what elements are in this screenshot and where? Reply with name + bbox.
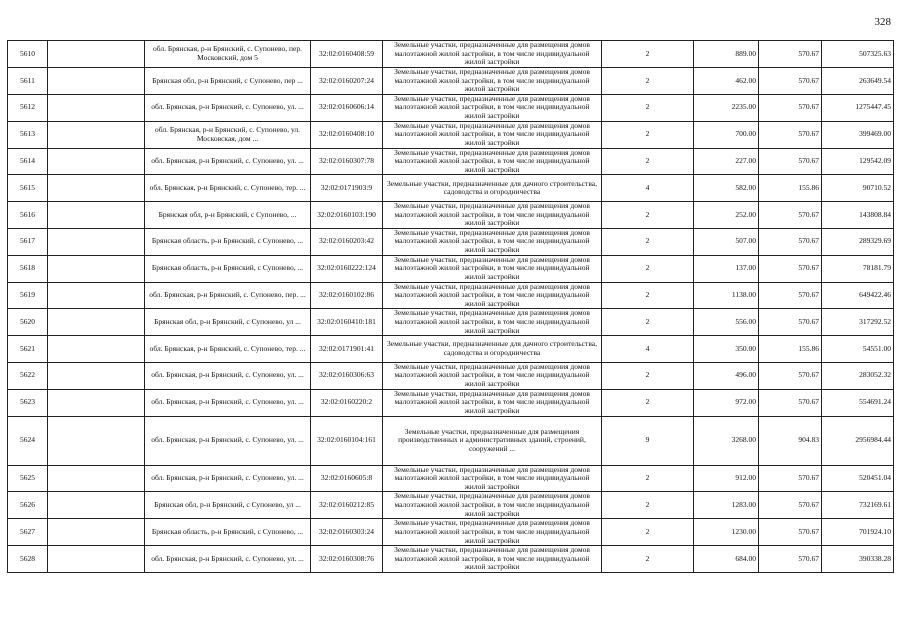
cell-spacer <box>48 389 145 416</box>
cell-area: 227.00 <box>694 148 759 175</box>
table-row <box>8 416 894 465</box>
cell-land-use: Земельные участки, предназначенные для дачного строительства, садоводства и огородничества <box>383 336 602 363</box>
cell-cadastral-number: 32:02:0160307:78 <box>311 148 383 175</box>
table-row <box>8 175 894 202</box>
cell-category: 2 <box>602 201 694 228</box>
cell-address: Брянская область, р-н Брянский, с Супонево, ... <box>145 255 311 282</box>
table-row <box>8 201 894 228</box>
cell-area: 684.00 <box>694 546 759 573</box>
cell-area: 1230.00 <box>694 519 759 546</box>
cell-cadastral-value: 289329.69 <box>822 228 894 255</box>
cell-rate: 570.67 <box>759 362 822 389</box>
cell-cadastral-number: 32:02:0160207:24 <box>311 67 383 94</box>
table-row <box>8 546 894 573</box>
cell-cadastral-value: 283052.32 <box>822 362 894 389</box>
cell-land-use: Земельные участки, предназначенные для размещения домов малоэтажной жилой застройки, в том числе индивидуальной жилой застройки <box>383 67 602 94</box>
cell-land-use: Земельные участки, предназначенные для размещения производственных и административных зданий, строений, сооружений ... <box>383 416 602 465</box>
cell-rate: 570.67 <box>759 282 822 309</box>
cell-spacer <box>48 41 145 68</box>
cell-category: 2 <box>602 121 694 148</box>
cell-cadastral-number: 32:02:0171901:41 <box>311 336 383 363</box>
cell-land-use: Земельные участки, предназначенные для размещения домов малоэтажной жилой застройки, в том числе индивидуальной жилой застройки <box>383 492 602 519</box>
cell-area: 1138.00 <box>694 282 759 309</box>
cell-spacer <box>48 519 145 546</box>
cell-record-id: 5618 <box>8 255 48 282</box>
cell-cadastral-value: 143808.84 <box>822 201 894 228</box>
cell-rate: 570.67 <box>759 67 822 94</box>
cell-rate: 570.67 <box>759 492 822 519</box>
cell-land-use: Земельные участки, предназначенные для размещения домов малоэтажной жилой застройки, в том числе индивидуальной жилой застройки <box>383 228 602 255</box>
cell-cadastral-value: 78181.79 <box>822 255 894 282</box>
cell-area: 700.00 <box>694 121 759 148</box>
cell-cadastral-number: 32:02:0160212:85 <box>311 492 383 519</box>
cell-area: 3268.00 <box>694 416 759 465</box>
cell-cadastral-number: 32:02:0160606:14 <box>311 94 383 121</box>
cell-address: обл. Брянская, р-н Брянский, с. Супонево, ул. ... <box>145 416 311 465</box>
cell-land-use: Земельные участки, предназначенные для размещения домов малоэтажной жилой застройки, в том числе индивидуальной жилой застройки <box>383 465 602 492</box>
cell-record-id: 5610 <box>8 41 48 68</box>
cell-cadastral-value: 129542.09 <box>822 148 894 175</box>
cell-spacer <box>48 309 145 336</box>
cell-land-use: Земельные участки, предназначенные для размещения домов малоэтажной жилой застройки, в том числе индивидуальной жилой застройки <box>383 282 602 309</box>
cell-record-id: 5620 <box>8 309 48 336</box>
cell-land-use: Земельные участки, предназначенные для размещения домов малоэтажной жилой застройки, в том числе индивидуальной жилой застройки <box>383 201 602 228</box>
cell-category: 2 <box>602 465 694 492</box>
table-row <box>8 94 894 121</box>
cell-record-id: 5626 <box>8 492 48 519</box>
cell-cadastral-value: 554691.24 <box>822 389 894 416</box>
cell-address: обл. Брянская, р-н Брянский, с. Супонево, ул. ... <box>145 465 311 492</box>
cell-land-use: Земельные участки, предназначенные для размещения домов малоэтажной жилой застройки, в том числе индивидуальной жилой застройки <box>383 389 602 416</box>
cell-address: Брянская обл, р-н Брянский, с Супонево, ул ... <box>145 309 311 336</box>
cell-cadastral-number: 32:02:0160303:24 <box>311 519 383 546</box>
cell-category: 2 <box>602 362 694 389</box>
cell-rate: 570.67 <box>759 94 822 121</box>
cell-record-id: 5625 <box>8 465 48 492</box>
cell-record-id: 5617 <box>8 228 48 255</box>
cell-rate: 155.86 <box>759 336 822 363</box>
cell-category: 2 <box>602 546 694 573</box>
cell-category: 2 <box>602 309 694 336</box>
table-row <box>8 492 894 519</box>
cell-area: 496.00 <box>694 362 759 389</box>
cell-address: обл. Брянская, р-н Брянский, с. Супонево, тер. ... <box>145 175 311 202</box>
cell-area: 507.00 <box>694 228 759 255</box>
table-row <box>8 465 894 492</box>
cell-area: 350.00 <box>694 336 759 363</box>
table-row <box>8 255 894 282</box>
cell-area: 137.00 <box>694 255 759 282</box>
cell-cadastral-number: 32:02:0160102:86 <box>311 282 383 309</box>
cell-area: 556.00 <box>694 309 759 336</box>
cell-record-id: 5616 <box>8 201 48 228</box>
cell-land-use: Земельные участки, предназначенные для размещения домов малоэтажной жилой застройки, в том числе индивидуальной жилой застройки <box>383 546 602 573</box>
cell-spacer <box>48 546 145 573</box>
cell-cadastral-value: 390338.28 <box>822 546 894 573</box>
cell-spacer <box>48 201 145 228</box>
cell-cadastral-number: 32:02:0160410:181 <box>311 309 383 336</box>
cell-spacer <box>48 416 145 465</box>
cell-land-use: Земельные участки, предназначенные для размещения домов малоэтажной жилой застройки, в том числе индивидуальной жилой застройки <box>383 41 602 68</box>
cell-address: Брянская обл, р-н Брянский, с Супонево, ... <box>145 201 311 228</box>
cell-rate: 570.67 <box>759 519 822 546</box>
cell-rate: 570.67 <box>759 121 822 148</box>
cell-land-use: Земельные участки, предназначенные для размещения домов малоэтажной жилой застройки, в том числе индивидуальной жилой застройки <box>383 255 602 282</box>
cell-spacer <box>48 255 145 282</box>
table-row <box>8 67 894 94</box>
cell-address: Брянская область, р-н Брянский, с Супонево, ... <box>145 228 311 255</box>
table-row <box>8 519 894 546</box>
cell-address: обл. Брянская, р-н Брянский, с. Супонево, ул. ... <box>145 389 311 416</box>
cell-cadastral-value: 1275447.45 <box>822 94 894 121</box>
cell-cadastral-value: 507325.63 <box>822 41 894 68</box>
cell-record-id: 5628 <box>8 546 48 573</box>
cell-cadastral-value: 701924.10 <box>822 519 894 546</box>
cell-area: 972.00 <box>694 389 759 416</box>
cell-cadastral-value: 54551.00 <box>822 336 894 363</box>
cell-cadastral-value: 649422.46 <box>822 282 894 309</box>
cell-category: 2 <box>602 228 694 255</box>
cell-record-id: 5612 <box>8 94 48 121</box>
cell-address: Брянская обл, р-н Брянский, с Супонево, ул ... <box>145 492 311 519</box>
cell-rate: 570.67 <box>759 255 822 282</box>
cell-cadastral-number: 32:02:0160408:59 <box>311 41 383 68</box>
land-register-table <box>7 40 894 573</box>
cell-rate: 570.67 <box>759 201 822 228</box>
cell-category: 2 <box>602 94 694 121</box>
table-row <box>8 362 894 389</box>
cell-area: 2235.00 <box>694 94 759 121</box>
cell-record-id: 5619 <box>8 282 48 309</box>
cell-record-id: 5622 <box>8 362 48 389</box>
cell-land-use: Земельные участки, предназначенные для размещения домов малоэтажной жилой застройки, в том числе индивидуальной жилой застройки <box>383 148 602 175</box>
table-row <box>8 121 894 148</box>
cell-spacer <box>48 362 145 389</box>
cell-address: обл. Брянская, р-н Брянский, с. Супонево, ул. Московская, дом ... <box>145 121 311 148</box>
cell-area: 252.00 <box>694 201 759 228</box>
table-row <box>8 389 894 416</box>
cell-rate: 570.67 <box>759 228 822 255</box>
cell-cadastral-number: 32:02:0160605:8 <box>311 465 383 492</box>
cell-address: обл. Брянская, р-н Брянский, с. Супонево, ул. ... <box>145 148 311 175</box>
table-row <box>8 336 894 363</box>
cell-record-id: 5627 <box>8 519 48 546</box>
cell-area: 912.00 <box>694 465 759 492</box>
cell-spacer <box>48 94 145 121</box>
cell-cadastral-value: 90710.52 <box>822 175 894 202</box>
table-row <box>8 41 894 68</box>
cell-category: 4 <box>602 175 694 202</box>
cell-record-id: 5614 <box>8 148 48 175</box>
cell-address: обл. Брянская, р-н Брянский, с. Супонево, ул. ... <box>145 362 311 389</box>
cell-address: обл. Брянская, р-н Брянский, с. Супонево, пер. Московский, дом 5 <box>145 41 311 68</box>
cell-rate: 570.67 <box>759 309 822 336</box>
cell-spacer <box>48 121 145 148</box>
cell-cadastral-value: 399469.00 <box>822 121 894 148</box>
cell-category: 2 <box>602 389 694 416</box>
cell-category: 2 <box>602 492 694 519</box>
table-row <box>8 148 894 175</box>
page-number: 328 <box>874 16 891 28</box>
cell-category: 2 <box>602 41 694 68</box>
cell-area: 582.00 <box>694 175 759 202</box>
cell-land-use: Земельные участки, предназначенные для размещения домов малоэтажной жилой застройки, в том числе индивидуальной жилой застройки <box>383 94 602 121</box>
cell-category: 2 <box>602 67 694 94</box>
cell-address: обл. Брянская, р-н Брянский, с. Супонево, пер. ... <box>145 282 311 309</box>
cell-category: 4 <box>602 336 694 363</box>
cell-cadastral-number: 32:02:0160104:161 <box>311 416 383 465</box>
cell-cadastral-number: 32:02:0160408:10 <box>311 121 383 148</box>
cell-cadastral-number: 32:02:0160308:76 <box>311 546 383 573</box>
cell-address: обл. Брянская, р-н Брянский, с. Супонево, ул. ... <box>145 94 311 121</box>
table-row <box>8 228 894 255</box>
cell-spacer <box>48 228 145 255</box>
cell-land-use: Земельные участки, предназначенные для размещения домов малоэтажной жилой застройки, в том числе индивидуальной жилой застройки <box>383 121 602 148</box>
cell-category: 2 <box>602 255 694 282</box>
cell-cadastral-number: 32:02:0171903:9 <box>311 175 383 202</box>
cell-category: 2 <box>602 519 694 546</box>
cell-area: 889.00 <box>694 41 759 68</box>
cell-category: 2 <box>602 148 694 175</box>
cell-spacer <box>48 175 145 202</box>
cell-record-id: 5615 <box>8 175 48 202</box>
cell-address: Брянская область, р-н Брянский, с Супонево, ... <box>145 519 311 546</box>
cell-area: 1283.00 <box>694 492 759 519</box>
cell-land-use: Земельные участки, предназначенные для размещения домов малоэтажной жилой застройки, в том числе индивидуальной жилой застройки <box>383 309 602 336</box>
cell-spacer <box>48 282 145 309</box>
cell-rate: 570.67 <box>759 389 822 416</box>
cell-rate: 155.86 <box>759 175 822 202</box>
cell-cadastral-value: 2956984.44 <box>822 416 894 465</box>
cell-address: обл. Брянская, р-н Брянский, с. Супонево, тер. ... <box>145 336 311 363</box>
cell-cadastral-number: 32:02:0160222:124 <box>311 255 383 282</box>
cell-spacer <box>48 67 145 94</box>
cell-cadastral-number: 32:02:0160203:42 <box>311 228 383 255</box>
cell-cadastral-value: 732169.61 <box>822 492 894 519</box>
cell-spacer <box>48 465 145 492</box>
cell-record-id: 5623 <box>8 389 48 416</box>
cell-cadastral-value: 520451.04 <box>822 465 894 492</box>
cell-cadastral-value: 317292.52 <box>822 309 894 336</box>
cell-cadastral-value: 263649.54 <box>822 67 894 94</box>
cell-spacer <box>48 336 145 363</box>
cell-record-id: 5611 <box>8 67 48 94</box>
cell-category: 2 <box>602 282 694 309</box>
cell-address: Брянская обл, р-н Брянский, с Супонево, пер ... <box>145 67 311 94</box>
cell-rate: 904.83 <box>759 416 822 465</box>
cell-land-use: Земельные участки, предназначенные для размещения домов малоэтажной жилой застройки, в том числе индивидуальной жилой застройки <box>383 362 602 389</box>
table-row <box>8 282 894 309</box>
cell-land-use: Земельные участки, предназначенные для размещения домов малоэтажной жилой застройки, в том числе индивидуальной жилой застройки <box>383 519 602 546</box>
cell-rate: 570.67 <box>759 41 822 68</box>
table-row <box>8 309 894 336</box>
cell-rate: 570.67 <box>759 148 822 175</box>
cell-land-use: Земельные участки, предназначенные для дачного строительства, садоводства и огородничества <box>383 175 602 202</box>
cell-rate: 570.67 <box>759 546 822 573</box>
cell-record-id: 5624 <box>8 416 48 465</box>
cell-record-id: 5621 <box>8 336 48 363</box>
cell-category: 9 <box>602 416 694 465</box>
cell-cadastral-number: 32:02:0160220:2 <box>311 389 383 416</box>
cell-spacer <box>48 492 145 519</box>
cell-cadastral-number: 32:02:0160103:190 <box>311 201 383 228</box>
cell-area: 462.00 <box>694 67 759 94</box>
cell-address: обл. Брянская, р-н Брянский, с. Супонево, ул. ... <box>145 546 311 573</box>
cell-record-id: 5613 <box>8 121 48 148</box>
cell-rate: 570.67 <box>759 465 822 492</box>
cell-cadastral-number: 32:02:0160306:63 <box>311 362 383 389</box>
cell-spacer <box>48 148 145 175</box>
